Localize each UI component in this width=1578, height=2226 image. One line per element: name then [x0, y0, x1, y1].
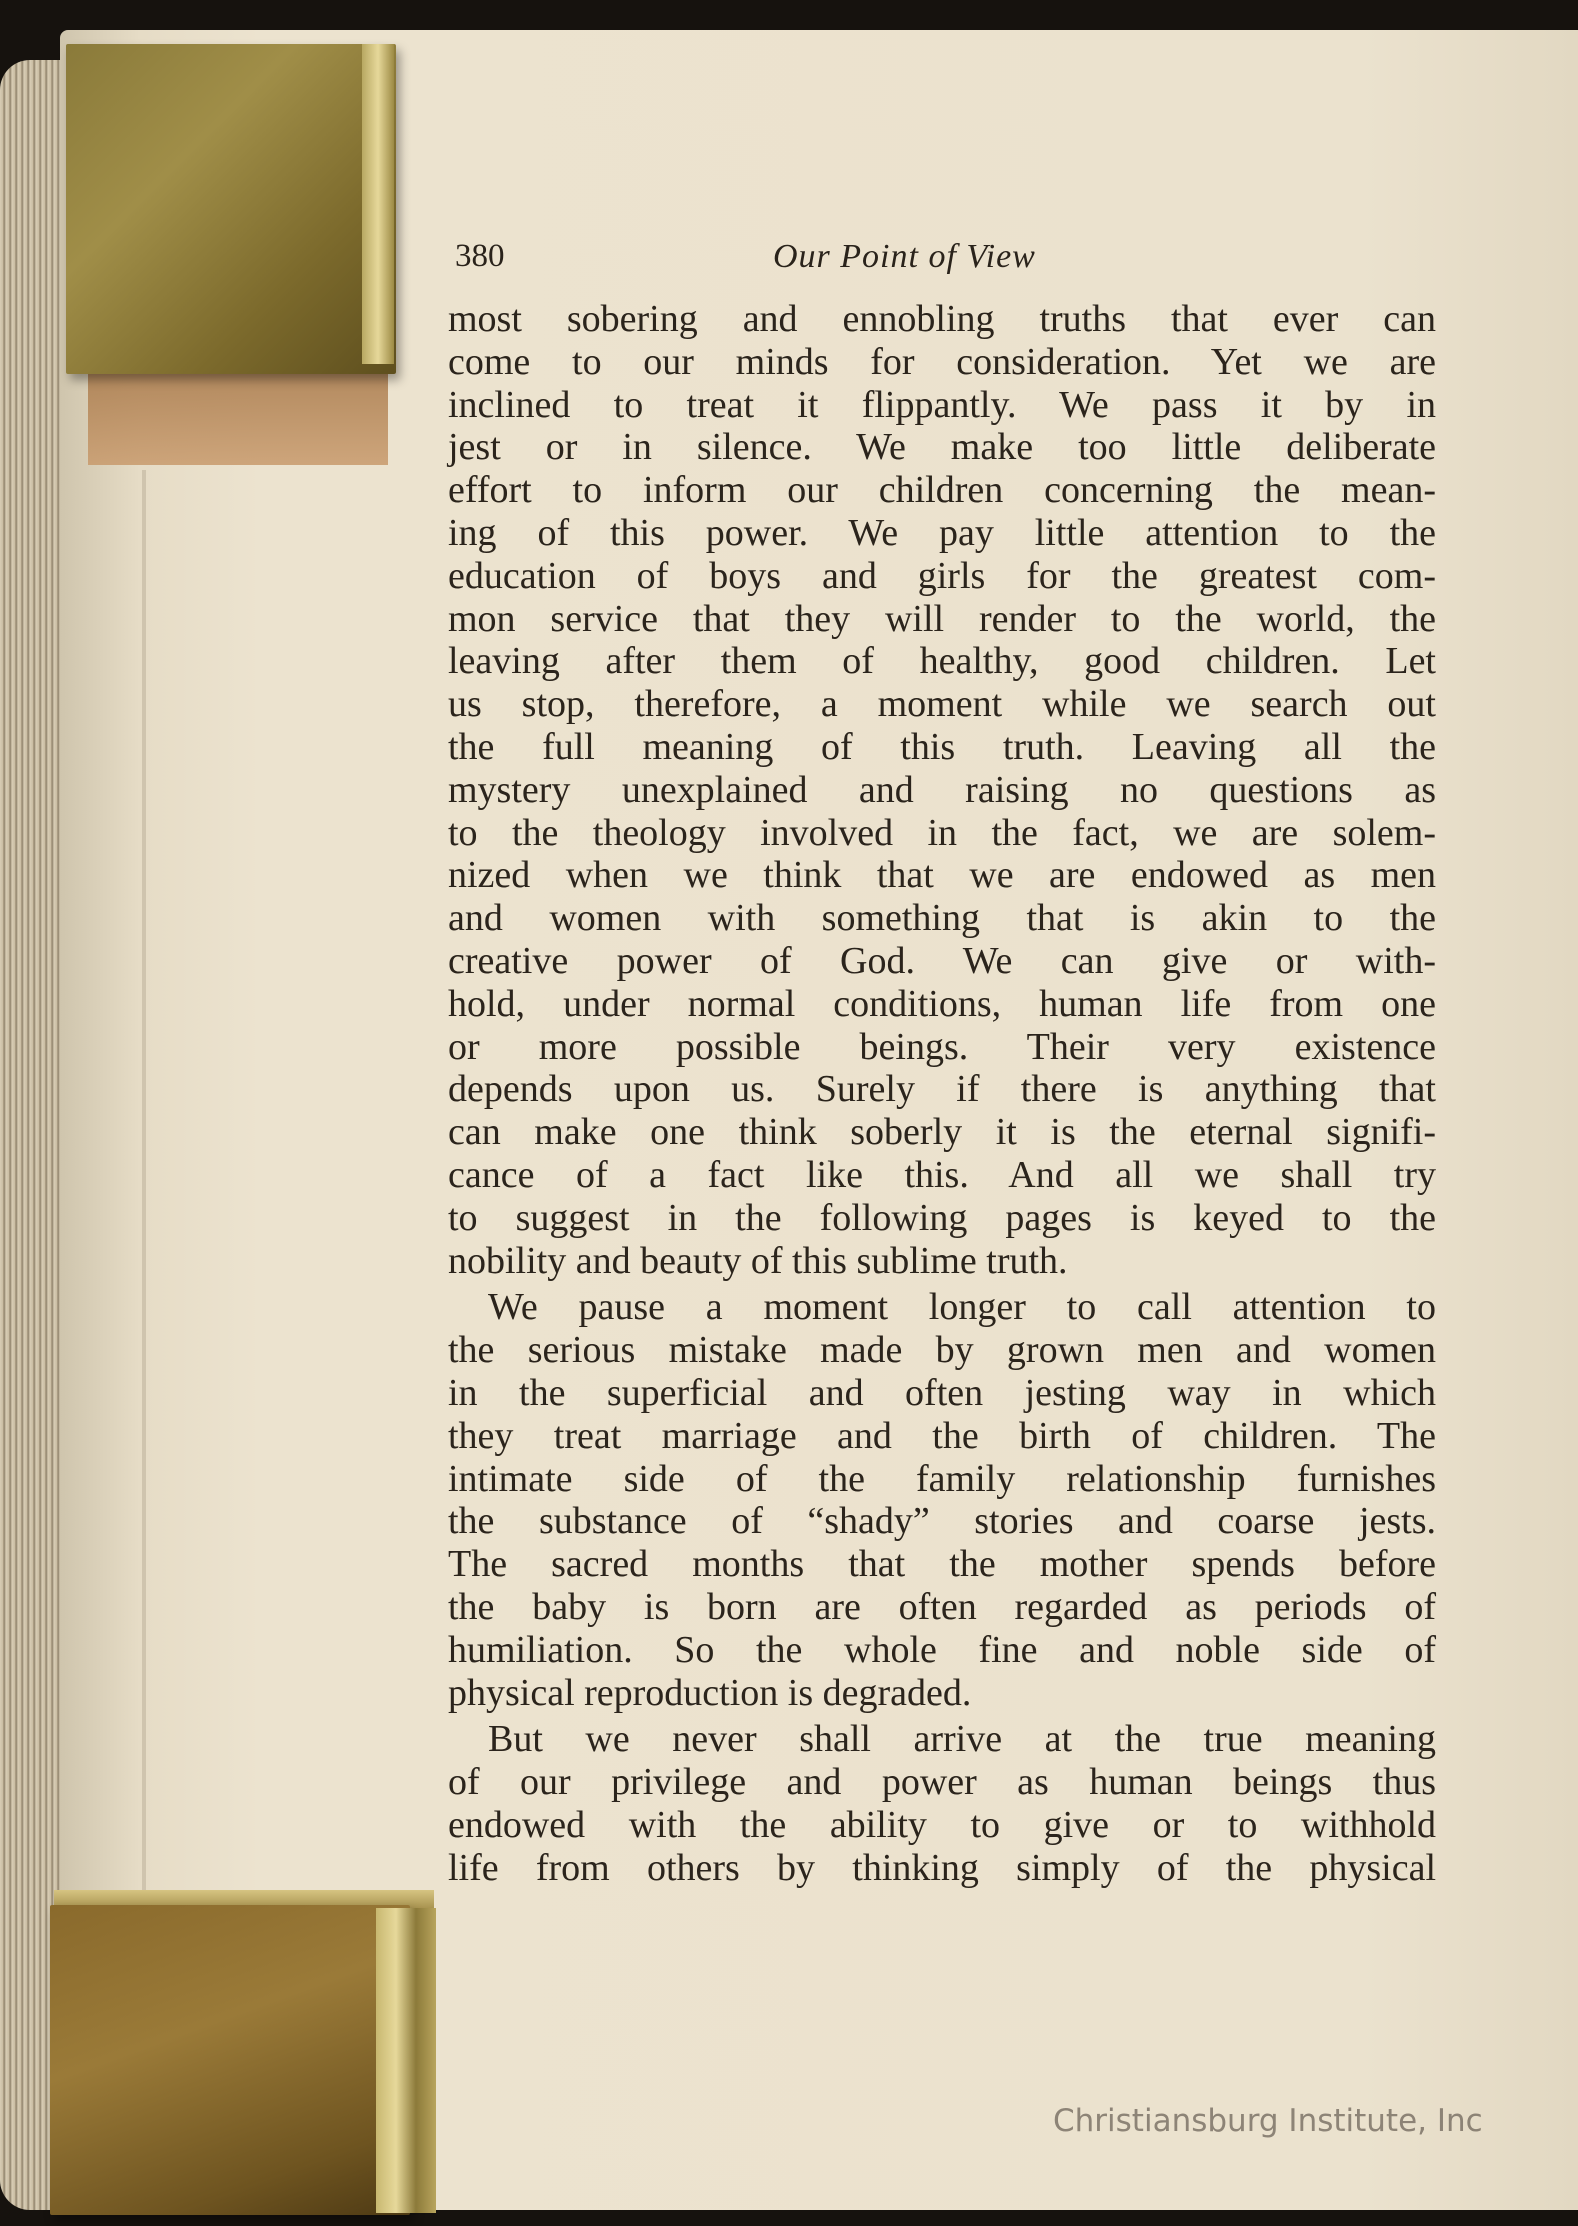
- text-line: education of boys and girls for the greatest com-: [448, 554, 1436, 597]
- text-line: life from others by thinking simply of the physical: [448, 1846, 1436, 1889]
- text-line: endowed with the ability to give or to withhold: [448, 1803, 1436, 1846]
- text-line: hold, under normal conditions, human life from one: [448, 982, 1436, 1025]
- text-line: the serious mistake made by grown men and women: [448, 1329, 1436, 1372]
- text-line: jest or in silence. We make too little deliberate: [448, 426, 1436, 469]
- text-line: mystery unexplained and raising no questions as: [448, 768, 1436, 811]
- text-line: and women with something that is akin to the: [448, 897, 1436, 940]
- text-line: or more possible beings. Their very existence: [448, 1025, 1436, 1068]
- text-line: nobility and beauty of this sublime truth.: [448, 1239, 1068, 1282]
- text-line: the full meaning of this truth. Leaving all the: [448, 725, 1436, 768]
- text-line: creative power of God. We can give or with-: [448, 939, 1436, 982]
- brass-corner-bottom: [50, 1905, 410, 2215]
- text-line: physical reproduction is degraded.: [448, 1671, 972, 1714]
- brass-corner-top-edge: [362, 44, 394, 364]
- text-line: cance of a fact like this. And all we shall try: [448, 1153, 1436, 1196]
- brass-corner-top: [66, 44, 396, 374]
- text-line: leaving after them of healthy, good children. Let: [448, 640, 1436, 683]
- text-line: of our privilege and power as human beings thus: [448, 1761, 1436, 1804]
- text-line: intimate side of the family relationship furnishes: [448, 1457, 1436, 1500]
- text-line: nized when we think that we are endowed as men: [448, 854, 1436, 897]
- page-number: 380: [455, 238, 505, 274]
- text-line: to suggest in the following pages is keyed to the: [448, 1196, 1436, 1239]
- text-line: in the superficial and often jesting way in which: [448, 1371, 1436, 1414]
- brass-corner-bottom-edge: [376, 1908, 436, 2213]
- text-line: the baby is born are often regarded as periods of: [448, 1585, 1436, 1628]
- text-line: ing of this power. We pay little attention to the: [448, 511, 1436, 554]
- text-line: The sacred months that the mother spends before: [448, 1543, 1436, 1586]
- text-line: mon service that they will render to the world, the: [448, 597, 1436, 640]
- text-line: most sobering and ennobling truths that ever can: [448, 298, 1436, 340]
- corner-shadow: [88, 370, 388, 465]
- body-text: [448, 298, 1436, 1889]
- text-line: us stop, therefore, a moment while we search out: [448, 683, 1436, 726]
- watermark: Christiansburg Institute, Inc: [1053, 2103, 1483, 2139]
- text-line: But we never shall arrive at the true meaning: [488, 1718, 1436, 1761]
- text-line: effort to inform our children concerning the mean-: [448, 469, 1436, 512]
- running-title: Our Point of View: [773, 238, 1036, 275]
- text-line: to the theology involved in the fact, we are solem-: [448, 811, 1436, 854]
- text-line: We pause a moment longer to call attention to: [488, 1286, 1436, 1329]
- text-line: depends upon us. Surely if there is anything that: [448, 1068, 1436, 1111]
- text-line: the substance of “shady” stories and coarse jests.: [448, 1500, 1436, 1543]
- page-gutter-crease: [142, 470, 146, 1900]
- text-line: can make one think soberly it is the eternal signifi-: [448, 1111, 1436, 1154]
- text-line: come to our minds for consideration. Yet we are: [448, 340, 1436, 383]
- page-header: [455, 238, 1435, 288]
- text-line: they treat marriage and the birth of children. The: [448, 1414, 1436, 1457]
- text-line: inclined to treat it flippantly. We pass it by in: [448, 383, 1436, 426]
- text-line: humiliation. So the whole fine and noble side of: [448, 1628, 1436, 1671]
